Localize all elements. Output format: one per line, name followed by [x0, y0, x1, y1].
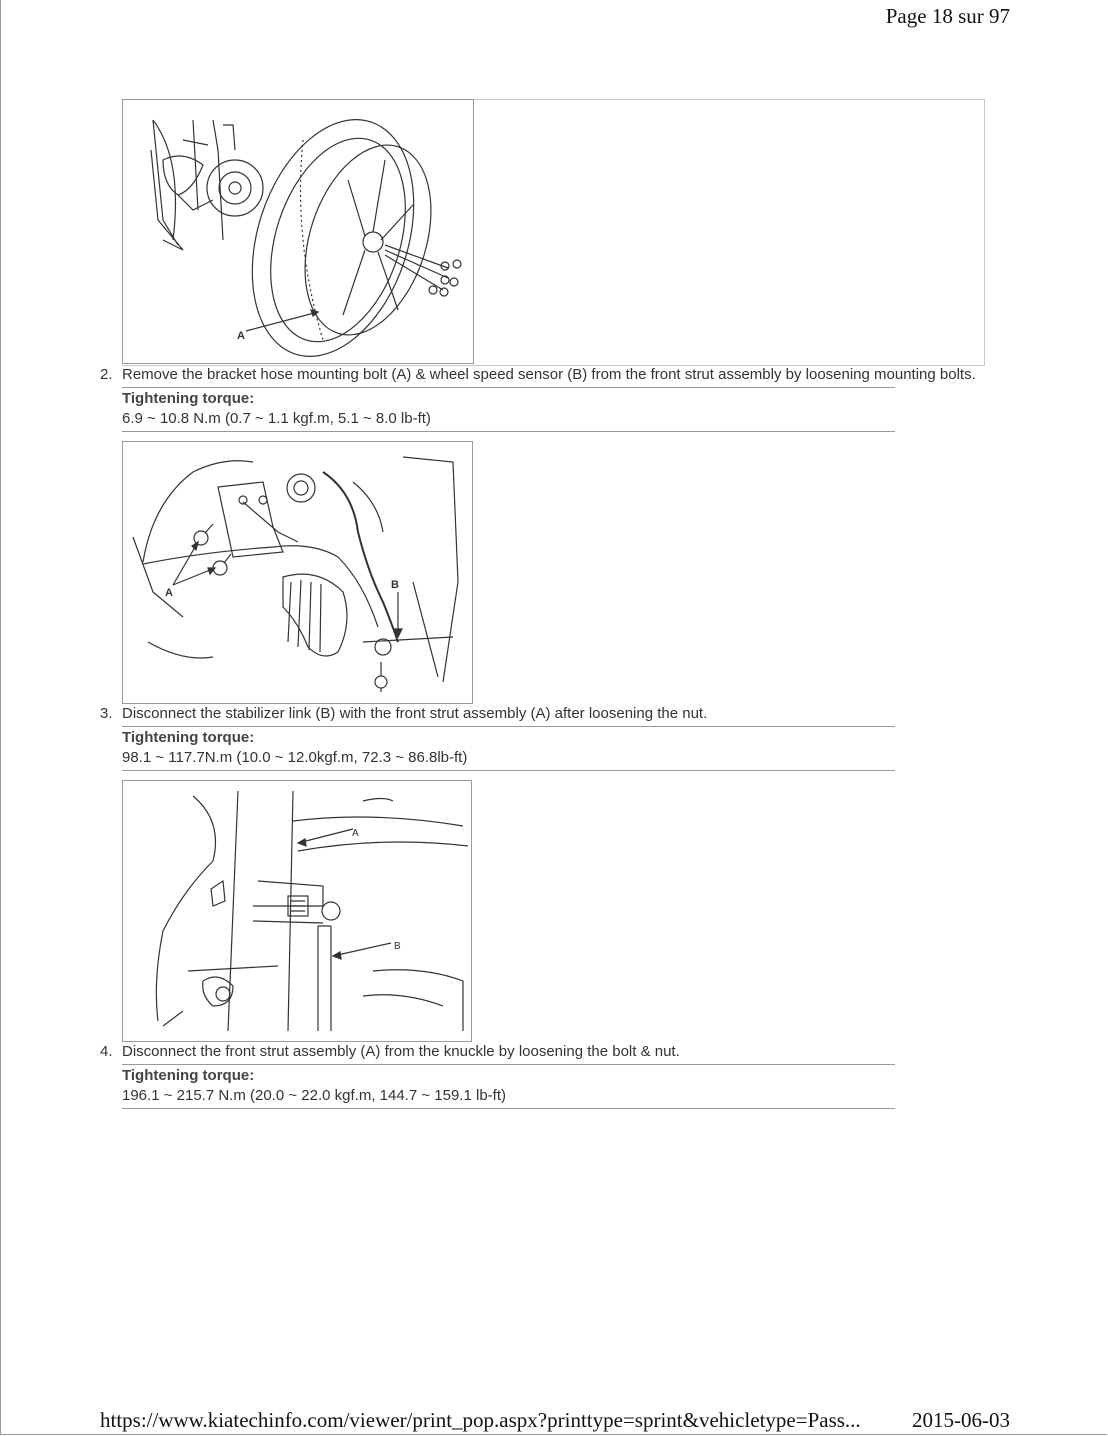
torque-value: 196.1 ~ 215.7 N.m (20.0 ~ 22.0 kgf.m, 144.7 ~ 159.1 lb-ft): [122, 1087, 506, 1104]
torque-value: 98.1 ~ 117.7N.m (10.0 ~ 12.0kgf.m, 72.3 ~ 86.8lb-ft): [122, 749, 468, 766]
sensor-bracket-figure: [122, 441, 473, 704]
torque-title: Tightening torque:: [122, 390, 255, 407]
torque-box: [122, 726, 895, 771]
stabilizer-link-illustration: [123, 781, 471, 1041]
sensor-bracket-illustration: [123, 442, 472, 703]
step-number: 3.: [100, 705, 113, 722]
torque-box: [122, 1064, 895, 1109]
callout-label: B: [394, 941, 401, 952]
step-2: [100, 366, 976, 383]
torque-box: [122, 387, 895, 432]
torque-title: Tightening torque:: [122, 1067, 255, 1084]
step-4: [100, 1043, 680, 1060]
step-text: Disconnect the stabilizer link (B) with the front strut assembly (A) after loosening the nut.: [122, 705, 708, 722]
step-3: [100, 705, 707, 722]
footer-date: 2015-06-03: [912, 1408, 1010, 1432]
wheel-removal-illustration: [123, 100, 473, 363]
step-text: Remove the bracket hose mounting bolt (A) & wheel speed sensor (B) from the front strut assembly by loosening mounting bolts.: [122, 366, 976, 383]
callout-label: A: [237, 330, 245, 342]
torque-value: 6.9 ~ 10.8 N.m (0.7 ~ 1.1 kgf.m, 5.1 ~ 8.0 lb-ft): [122, 410, 431, 427]
page-number: Page 18 sur 97: [885, 4, 1010, 28]
callout-label: A: [165, 587, 173, 599]
callout-label: A: [352, 828, 359, 839]
step-text: Disconnect the front strut assembly (A) from the knuckle by loosening the bolt & nut.: [122, 1043, 680, 1060]
torque-title: Tightening torque:: [122, 729, 255, 746]
step-number: 2.: [100, 366, 113, 383]
wheel-removal-figure: [122, 99, 474, 364]
stabilizer-link-figure: [122, 780, 472, 1042]
callout-label: B: [391, 579, 399, 591]
step-number: 4.: [100, 1043, 113, 1060]
footer-url: https://www.kiatechinfo.com/viewer/print_pop.aspx?printtype=sprint&vehicletype=Pass...: [100, 1408, 861, 1432]
